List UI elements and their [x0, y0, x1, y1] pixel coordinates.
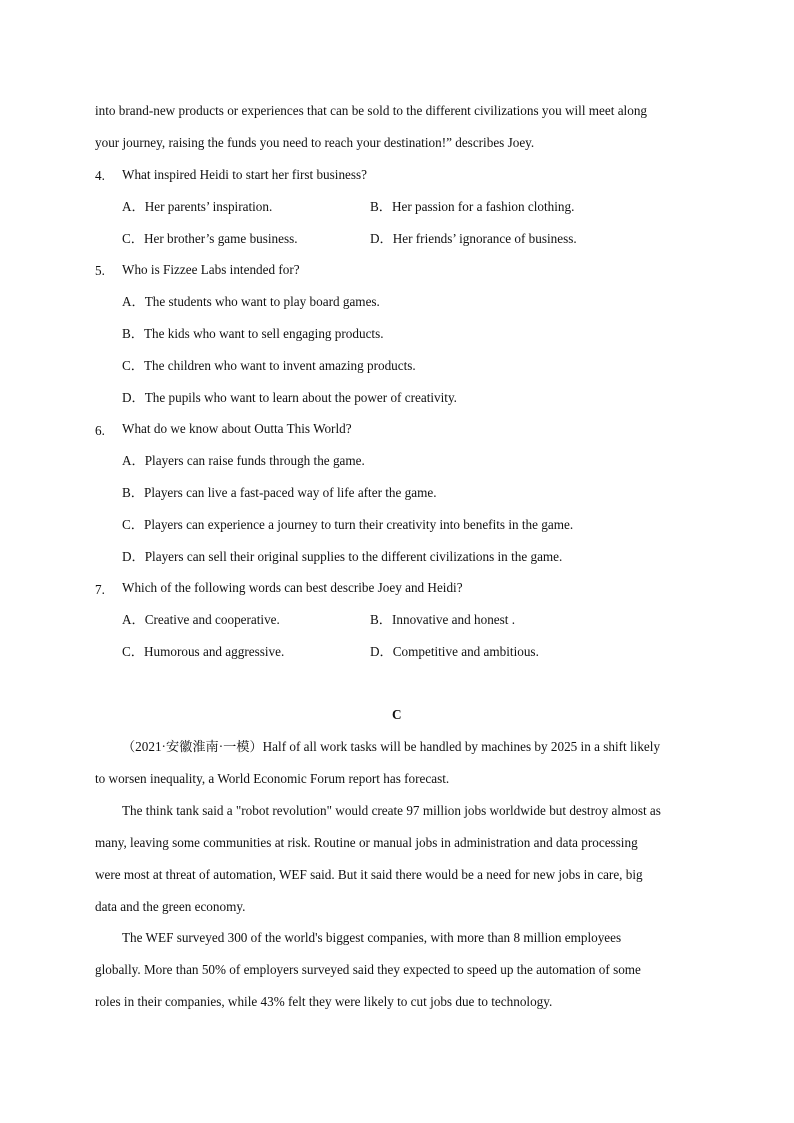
section-c-p1-line-2: to worsen inequality, a World Economic Forum report has forecast.: [95, 771, 450, 786]
section-c-p2-line-3: were most at threat of automation, WEF said. But it said there would be a need for new jobs in care, big: [95, 867, 643, 882]
intro-line-2: your journey, raising the funds you need to reach your destination!” describes Joey.: [95, 135, 535, 150]
option-text: Players can live a fast-paced way of life after the game.: [143, 485, 437, 500]
option-letter: C．: [122, 644, 144, 659]
question-5-text: Who is Fizzee Labs intended for?: [122, 262, 300, 277]
option-letter: C．: [122, 358, 144, 373]
question-7-option-c: [122, 644, 284, 660]
question-6-option-a: [122, 453, 365, 469]
option-text: The children who want to invent amazing products.: [143, 358, 416, 373]
section-c-p3-line-1: The WEF surveyed 300 of the world's biggest companies, with more than 8 million employees: [122, 930, 622, 945]
option-letter: C．: [122, 231, 144, 246]
option-text: Players can sell their original supplies to the different civilizations in the game.: [144, 549, 563, 564]
option-letter: D．: [370, 644, 393, 659]
question-5-option-b: [122, 326, 384, 342]
option-letter: B．: [370, 612, 392, 627]
option-text: The students who want to play board games.: [144, 294, 380, 309]
question-4-option-b: [370, 199, 574, 215]
question-7-number: 7.: [95, 582, 105, 597]
question-5-option-d: [122, 390, 457, 406]
option-text: Her passion for a fashion clothing.: [391, 199, 575, 214]
option-text: Competitive and ambitious.: [392, 644, 539, 659]
question-4-option-c: [122, 231, 298, 247]
question-7-text: Which of the following words can best describe Joey and Heidi?: [122, 580, 463, 595]
section-c-p2-line-4: data and the green economy.: [95, 899, 246, 914]
option-letter: A．: [122, 199, 145, 214]
question-7-option-d: [370, 644, 539, 660]
question-6-option-b: [122, 485, 437, 501]
option-letter: D．: [122, 549, 145, 564]
option-text: Creative and cooperative.: [144, 612, 280, 627]
option-letter: D．: [370, 231, 393, 246]
question-6-option-c: [122, 517, 573, 533]
option-text: Players can raise funds through the game.: [144, 453, 365, 468]
option-letter: D．: [122, 390, 145, 405]
option-letter: C．: [122, 517, 144, 532]
option-letter: B．: [122, 485, 144, 500]
option-text: The kids who want to sell engaging products.: [143, 326, 384, 341]
option-text: Innovative and honest .: [391, 612, 516, 627]
option-letter: A．: [122, 294, 145, 309]
option-text: Humorous and aggressive.: [143, 644, 285, 659]
question-4-number: 4.: [95, 168, 105, 183]
option-letter: A．: [122, 612, 145, 627]
question-4-text: What inspired Heidi to start her first business?: [122, 167, 368, 182]
question-6-number: 6.: [95, 423, 105, 438]
question-4-option-a: [122, 199, 272, 215]
option-text: Players can experience a journey to turn their creativity into benefits in the game.: [143, 517, 574, 532]
section-c-p2-line-1: The think tank said a "robot revolution" would create 97 million jobs worldwide but destroy almost as: [122, 803, 661, 818]
option-text: Her parents’ inspiration.: [144, 199, 273, 214]
question-5-option-a: [122, 294, 380, 310]
option-text: The pupils who want to learn about the power of creativity.: [144, 390, 457, 405]
question-4-option-d: [370, 231, 577, 247]
question-6-option-d: [122, 549, 562, 565]
section-c-title: C: [392, 707, 402, 722]
section-c-p3-line-2: globally. More than 50% of employers surveyed said they expected to speed up the automation of some: [95, 962, 641, 977]
question-7-option-a: [122, 612, 280, 628]
option-letter: B．: [122, 326, 144, 341]
option-text: Her friends’ ignorance of business.: [392, 231, 577, 246]
option-letter: A．: [122, 453, 145, 468]
section-c-p3-line-3: roles in their companies, while 43% felt they were likely to cut jobs due to technology.: [95, 994, 553, 1009]
question-6-text: What do we know about Outta This World?: [122, 421, 352, 436]
section-c-p1-line-1: （2021·安徽淮南·一模）Half of all work tasks will be handled by machines by 2025 in a shift likely: [122, 739, 661, 754]
intro-line-1: into brand-new products or experiences that can be sold to the different civilizations you will meet along: [95, 103, 648, 118]
question-5-option-c: [122, 358, 416, 374]
question-5-number: 5.: [95, 263, 105, 278]
section-c-p2-line-2: many, leaving some communities at risk. Routine or manual jobs in administration and data processing: [95, 835, 638, 850]
option-letter: B．: [370, 199, 392, 214]
option-text: Her brother’s game business.: [143, 231, 298, 246]
question-7-option-b: [370, 612, 515, 628]
